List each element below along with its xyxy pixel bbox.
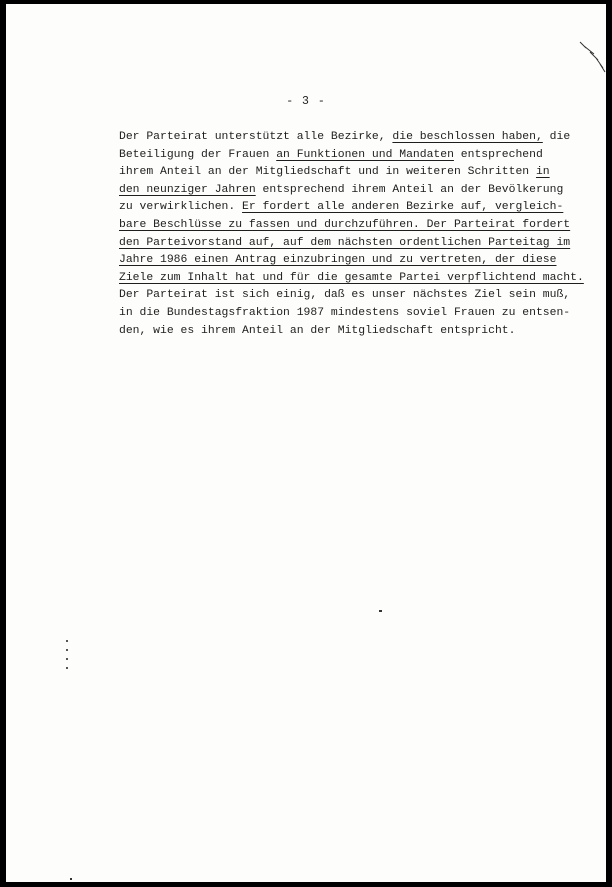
text-line: [119, 129, 589, 147]
text-line: [119, 287, 589, 305]
document-page: [6, 4, 606, 882]
text-segment: entsprechend: [453, 148, 543, 161]
punch-marks: [66, 640, 70, 670]
text-line: [119, 199, 589, 217]
scan-speck: [379, 610, 382, 612]
underlined-text: Jahre 1986 einen Antrag einzubringen und zu vertreten, der diese: [119, 254, 557, 267]
punch-mark: [66, 640, 68, 642]
underlined-text: die beschlossen haben,: [392, 131, 543, 143]
punch-mark: [66, 667, 68, 669]
punch-mark: [66, 658, 68, 660]
text-segment: Der Parteirat ist sich einig, daß es unser nächstes Ziel sein muß,: [119, 289, 571, 302]
text-line: [119, 182, 589, 200]
text-line: [119, 147, 589, 165]
underlined-text: bare Beschlüsse zu fassen und durchzuführen. Der Parteirat fordert: [119, 218, 571, 231]
underlined-text: den Parteivorstand auf, auf dem nächsten ordentlichen Parteitag im: [119, 236, 571, 249]
underlined-text: Ziele zum Inhalt hat und für die gesamte Partei verpflichtend macht.: [119, 271, 584, 284]
body-paragraph: [119, 129, 589, 340]
corner-scribble-mark: [576, 40, 606, 74]
text-line: [119, 217, 589, 235]
underlined-text: den neunziger Jahren: [119, 183, 256, 196]
underlined-text: an Funktionen und Mandaten: [276, 148, 454, 161]
text-line: [119, 323, 589, 341]
text-segment: entsprechend ihrem Anteil an der Bevölkerung: [255, 183, 564, 196]
page-number: - 3 -: [286, 95, 326, 108]
text-line: [119, 235, 589, 253]
text-line: [119, 305, 589, 323]
underlined-text: in: [535, 166, 550, 179]
text-segment: die: [542, 131, 571, 143]
text-line: [119, 270, 589, 288]
text-segment: ihrem Anteil an der Mitgliedschaft und in weiteren Schritten: [119, 166, 536, 179]
text-segment: den, wie es ihrem Anteil an der Mitgliedschaft entspricht.: [119, 324, 516, 337]
text-line: [119, 164, 589, 182]
text-segment: Der Parteirat unterstützt alle Bezirke,: [119, 131, 393, 143]
text-segment: in die Bundestagsfraktion 1987 mindestens soviel Frauen zu entsen-: [119, 306, 571, 319]
punch-mark: [66, 649, 68, 651]
underlined-text: Er fordert alle anderen Bezirke auf, vergleich-: [242, 201, 564, 214]
text-segment: zu verwirklichen.: [119, 201, 243, 214]
text-segment: Beteiligung der Frauen: [119, 148, 277, 161]
text-line: [119, 252, 589, 270]
scan-speck: [70, 878, 72, 880]
